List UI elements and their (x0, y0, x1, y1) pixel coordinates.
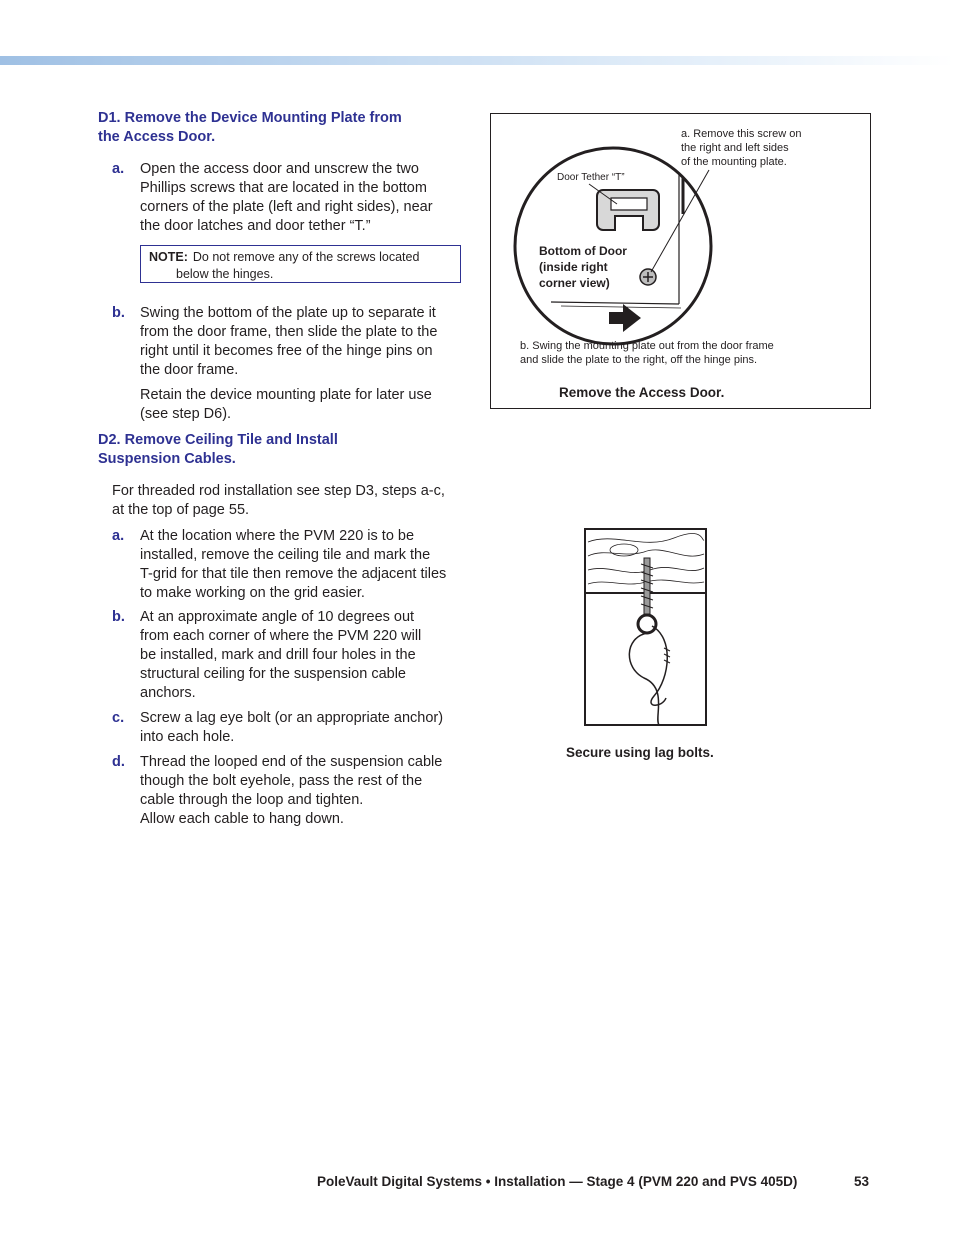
step-d2-c: c. Screw a lag eye bolt (or an appropriate anchor) into each hole. (112, 710, 444, 745)
page-number: 53 (854, 1174, 870, 1189)
step-d1-b: b. Swing the bottom of the plate up to separate it from the door frame, then slide the plate to the right until it becomes free of the hinge pins on the door frame. (112, 304, 467, 380)
figure-lag-bolt (584, 528, 708, 727)
figure-bolt-caption: Secure using lag bolts. (566, 745, 714, 760)
section-d2-heading: D2. Remove Ceiling Tile and Install Suspension Cables. (98, 432, 338, 467)
step-d1-b-text: Swing the bottom of the plate up to separate it from the door frame, then slide the plate to the right until it becomes free of the hinge pins on the door frame. (140, 305, 438, 378)
footer-title: PoleVault Digital Systems • Installation — Stage 4 (PVM 220 and PVS 405D) (317, 1174, 798, 1189)
tether-label: Door Tether “T” (557, 172, 625, 183)
retain-note: Retain the device mounting plate for later use (see step D6). (140, 387, 432, 422)
d2-intro: For threaded rod installation see step D3, steps a-c, at the top of page 55. (112, 483, 445, 518)
bottom-of-door-label: Bottom of Door (inside right corner view) (539, 244, 627, 290)
note-box: NOTE: Do not remove any of the screws located below the hinges. (140, 245, 461, 283)
header-gradient-bar (0, 56, 954, 65)
step-d2-a: a. At the location where the PVM 220 is to be installed, remove the ceiling tile and mark the T-grid for that tile then remove the adjacent tiles to make working on the grid easier. (112, 528, 447, 601)
callout-b: b. Swing the mounting plate out from the door frame and slide the plate to the right, off the hinge pins. (520, 340, 774, 366)
step-d1-a-text: Open the access door and unscrew the two Phillips screws that are located in the bottom corners of the plate (left and right sides), near the door latches and door tether “T.” (140, 161, 433, 234)
figure-door-caption: Remove the Access Door. (559, 385, 725, 400)
callout-a: a. Remove this screw on the right and left sides of the mounting plate. (681, 128, 802, 168)
section-d1-heading: D1. Remove the Device Mounting Plate from the Access Door. (98, 110, 402, 145)
step-d1-a: a. Open the access door and unscrew the two Phillips screws that are located in the bottom corners of the plate (left and right sides), near the door latches and door tether “T.” (112, 160, 467, 236)
step-d2-b: b. At an approximate angle of 10 degrees out from each corner of where the PVM 220 will be installed, mark and drill four holes in the structural ceiling for the suspension cable anchors. (112, 609, 422, 701)
step-d2-d: d. Thread the looped end of the suspension cable though the bolt eyehole, pass the rest of the cable through the loop and tighten. Allow each cable to hang down. (112, 754, 443, 827)
figure-remove-access-door (490, 113, 871, 409)
